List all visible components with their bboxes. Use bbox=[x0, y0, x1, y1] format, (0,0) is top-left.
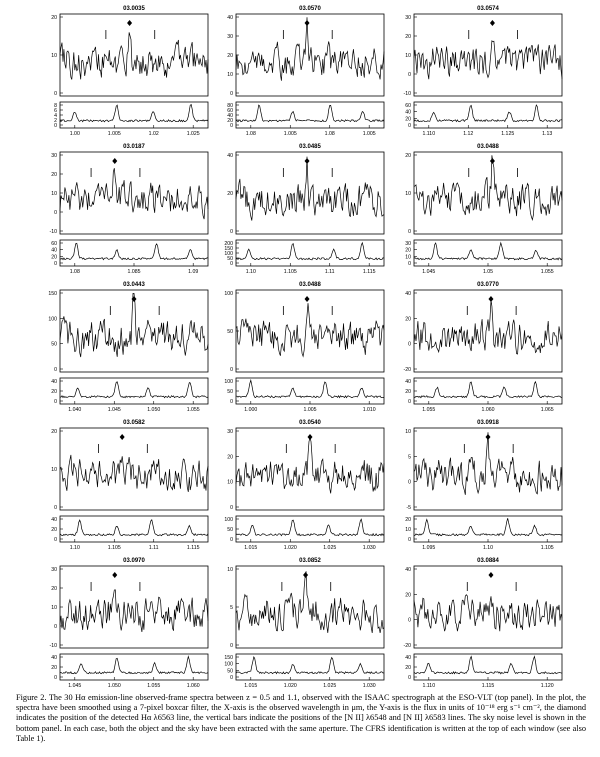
x-tick-label: 1.005 bbox=[303, 407, 317, 413]
spectrum-panel bbox=[405, 420, 562, 551]
halpha-diamond-marker bbox=[127, 20, 132, 26]
lower-frame bbox=[60, 378, 208, 404]
lower-tick-label: 100 bbox=[224, 379, 233, 385]
upper-tick-label: 10 bbox=[405, 191, 411, 197]
upper-tick-label: 5 bbox=[230, 605, 233, 611]
x-tick-label: 1.045 bbox=[422, 269, 436, 275]
x-tick-label: 1.025 bbox=[323, 683, 337, 689]
lower-tick-label: 100 bbox=[224, 517, 233, 523]
upper-tick-label: 0 bbox=[54, 91, 57, 97]
sky-noise-trace bbox=[60, 657, 208, 674]
upper-tick-label: 100 bbox=[48, 316, 57, 323]
upper-tick-label: 20 bbox=[51, 586, 57, 592]
x-tick-label: 1.050 bbox=[107, 683, 121, 689]
upper-frame bbox=[60, 152, 208, 234]
x-tick-label: 1.08 bbox=[245, 131, 256, 137]
lower-tick-label: 80 bbox=[227, 103, 233, 109]
x-tick-label: 1.060 bbox=[481, 407, 495, 413]
x-tick-label: 1.02 bbox=[148, 131, 159, 137]
upper-tick-label: 30 bbox=[227, 34, 233, 40]
x-tick-label: 1.055 bbox=[540, 269, 554, 275]
upper-tick-label: 10 bbox=[227, 479, 233, 486]
x-tick-label: 1.055 bbox=[147, 683, 161, 689]
upper-tick-label: 0 bbox=[230, 229, 233, 235]
upper-tick-label: 10 bbox=[51, 191, 57, 197]
lower-tick-label: 20 bbox=[51, 254, 57, 261]
x-tick-label: 1.08 bbox=[324, 131, 335, 137]
lower-tick-label: 150 bbox=[224, 246, 233, 252]
x-tick-label: 1.025 bbox=[323, 545, 337, 551]
lower-tick-label: 50 bbox=[227, 256, 233, 262]
spectrum-trace bbox=[236, 17, 384, 80]
upper-tick-label: -5 bbox=[406, 505, 411, 511]
upper-tick-label: -10 bbox=[49, 229, 57, 235]
x-tick-label: 1.11 bbox=[148, 545, 159, 551]
lower-tick-label: 40 bbox=[51, 247, 57, 254]
x-tick-label: 1.115 bbox=[186, 545, 200, 551]
spectrum-trace bbox=[414, 432, 562, 495]
spectrum-panel bbox=[405, 144, 562, 275]
upper-tick-label: 0 bbox=[54, 210, 57, 216]
halpha-diamond-marker bbox=[308, 434, 313, 440]
spectrum-trace bbox=[414, 595, 562, 632]
halpha-diamond-marker bbox=[120, 434, 125, 440]
lower-frame bbox=[60, 240, 208, 266]
sky-noise-trace bbox=[236, 105, 384, 122]
upper-frame bbox=[236, 566, 384, 648]
lower-tick-label: 60 bbox=[227, 108, 233, 114]
lower-tick-label: 200 bbox=[224, 241, 233, 247]
upper-tick-label: 20 bbox=[227, 53, 233, 59]
spectrum-trace bbox=[60, 455, 208, 492]
caption-label: Figure 2. bbox=[16, 693, 47, 702]
sky-noise-trace bbox=[414, 657, 562, 674]
spectrum-panel bbox=[224, 282, 384, 413]
sky-noise-trace bbox=[236, 519, 384, 536]
upper-tick-label: 0 bbox=[408, 72, 411, 78]
x-tick-label: 1.030 bbox=[362, 683, 376, 689]
lower-tick-label: 4 bbox=[54, 113, 57, 119]
lower-tick-label: 0 bbox=[230, 675, 233, 681]
upper-tick-label: 10 bbox=[51, 53, 57, 59]
lower-tick-label: 60 bbox=[51, 241, 57, 247]
sky-noise-trace bbox=[60, 243, 208, 259]
x-tick-label: 1.125 bbox=[501, 131, 515, 137]
upper-frame bbox=[236, 152, 384, 234]
upper-frame bbox=[414, 290, 562, 372]
lower-tick-label: 20 bbox=[51, 527, 57, 533]
halpha-diamond-marker bbox=[305, 20, 310, 26]
upper-tick-label: 0 bbox=[230, 505, 233, 511]
upper-tick-label: 0 bbox=[408, 229, 411, 235]
spectrum-trace bbox=[60, 32, 208, 79]
upper-tick-label: 0 bbox=[230, 91, 233, 97]
lower-tick-label: 40 bbox=[51, 379, 57, 385]
lower-tick-label: 0 bbox=[54, 123, 57, 129]
x-tick-label: 1.110 bbox=[422, 131, 436, 137]
sky-noise-trace bbox=[60, 520, 208, 536]
lower-tick-label: 40 bbox=[51, 655, 57, 661]
spectrum-trace bbox=[236, 157, 384, 221]
x-tick-label: 1.110 bbox=[422, 683, 436, 689]
lower-tick-label: 10 bbox=[405, 254, 411, 261]
x-tick-label: 1.08 bbox=[69, 269, 80, 275]
lower-tick-label: 0 bbox=[230, 399, 233, 405]
lower-frame bbox=[414, 654, 562, 680]
panel-title: 03.0970 bbox=[123, 558, 145, 564]
spectrum-panel bbox=[404, 558, 563, 689]
upper-frame bbox=[60, 566, 208, 648]
x-tick-label: 1.055 bbox=[422, 407, 436, 413]
upper-tick-label: 0 bbox=[54, 367, 57, 373]
upper-tick-label: 0 bbox=[54, 505, 57, 511]
halpha-diamond-marker bbox=[305, 296, 310, 302]
lower-frame bbox=[60, 102, 208, 128]
x-tick-label: 1.115 bbox=[362, 269, 376, 275]
upper-tick-label: 10 bbox=[51, 467, 57, 473]
spectrum-panel bbox=[224, 420, 384, 551]
upper-tick-label: 0 bbox=[230, 643, 233, 649]
upper-tick-label: 100 bbox=[224, 291, 233, 297]
x-tick-label: 1.12 bbox=[463, 131, 474, 137]
lower-frame bbox=[414, 102, 562, 128]
upper-tick-label: 150 bbox=[48, 291, 57, 297]
lower-tick-label: 0 bbox=[54, 261, 57, 267]
x-tick-label: 1.13 bbox=[542, 131, 553, 137]
x-tick-label: 1.095 bbox=[422, 545, 436, 551]
upper-tick-label: 20 bbox=[51, 172, 57, 178]
upper-tick-label: 20 bbox=[227, 191, 233, 197]
x-tick-label: 1.050 bbox=[147, 407, 161, 413]
halpha-diamond-marker bbox=[132, 296, 137, 302]
upper-tick-label: 30 bbox=[51, 567, 57, 573]
spectrum-trace bbox=[236, 571, 384, 633]
upper-tick-label: 20 bbox=[405, 592, 411, 599]
upper-tick-label: 50 bbox=[51, 341, 57, 348]
lower-frame bbox=[236, 378, 384, 404]
x-tick-label: 1.11 bbox=[324, 269, 335, 275]
lower-tick-label: 0 bbox=[408, 261, 411, 267]
upper-tick-label: 10 bbox=[405, 53, 411, 59]
sky-noise-trace bbox=[414, 243, 562, 260]
lower-tick-label: 100 bbox=[224, 251, 233, 257]
sky-noise-trace bbox=[236, 657, 384, 674]
upper-tick-label: 20 bbox=[405, 153, 411, 159]
spectrum-trace bbox=[236, 437, 384, 493]
sky-noise-trace bbox=[414, 518, 562, 536]
upper-tick-label: 5 bbox=[408, 454, 411, 461]
x-tick-label: 1.010 bbox=[362, 407, 376, 413]
sky-noise-trace bbox=[236, 243, 384, 260]
lower-tick-label: 2 bbox=[54, 118, 57, 124]
lower-tick-label: 20 bbox=[227, 118, 233, 124]
x-tick-label: 1.020 bbox=[283, 683, 297, 689]
panel-title: 03.0570 bbox=[299, 6, 321, 12]
spectrum-trace bbox=[414, 300, 562, 354]
lower-tick-label: 40 bbox=[227, 113, 233, 119]
lower-tick-label: 20 bbox=[405, 665, 411, 671]
lower-tick-label: 50 bbox=[227, 527, 233, 533]
lower-tick-label: 30 bbox=[405, 241, 411, 247]
panel-title: 03.0540 bbox=[299, 420, 321, 426]
x-tick-label: 1.040 bbox=[68, 407, 82, 413]
x-tick-label: 1.005 bbox=[107, 131, 121, 137]
x-tick-label: 1.10 bbox=[245, 269, 256, 275]
panel-title: 03.0884 bbox=[477, 558, 499, 564]
upper-tick-label: -20 bbox=[403, 643, 411, 649]
upper-tick-label: 0 bbox=[408, 617, 411, 624]
spectrum-panel bbox=[224, 558, 384, 689]
upper-tick-label: 10 bbox=[405, 429, 411, 435]
lower-frame bbox=[414, 378, 562, 404]
x-tick-label: 1.045 bbox=[107, 407, 121, 413]
x-tick-label: 1.115 bbox=[481, 683, 495, 689]
spectrum-trace bbox=[60, 590, 208, 632]
panel-title: 03.0035 bbox=[123, 6, 145, 12]
sky-noise-trace bbox=[60, 105, 208, 122]
x-tick-label: 1.120 bbox=[540, 683, 554, 689]
lower-tick-label: 50 bbox=[227, 389, 233, 395]
x-tick-label: 1.015 bbox=[244, 545, 258, 551]
lower-tick-label: 20 bbox=[405, 517, 411, 523]
sky-noise-trace bbox=[414, 382, 562, 398]
x-tick-label: 1.005 bbox=[283, 131, 297, 137]
panel-title: 03.0574 bbox=[477, 6, 499, 12]
lower-tick-label: 6 bbox=[54, 108, 57, 114]
upper-tick-label: 40 bbox=[405, 567, 411, 573]
upper-frame bbox=[60, 290, 208, 372]
x-tick-label: 1.105 bbox=[283, 269, 297, 275]
panel-title: 03.0187 bbox=[123, 144, 145, 150]
spectrum-panel bbox=[404, 282, 563, 413]
upper-tick-label: 0 bbox=[408, 341, 411, 348]
panel-title: 03.0488 bbox=[477, 144, 499, 150]
panel-title: 03.0582 bbox=[123, 420, 145, 426]
upper-tick-label: 50 bbox=[227, 329, 233, 335]
x-tick-label: 1.105 bbox=[540, 545, 554, 551]
panel-title: 03.0852 bbox=[299, 558, 321, 564]
lower-tick-label: 150 bbox=[224, 655, 233, 661]
sky-noise-trace bbox=[414, 105, 562, 122]
spectrum-trace bbox=[60, 293, 208, 357]
lower-tick-label: 0 bbox=[54, 675, 57, 681]
lower-tick-label: 60 bbox=[405, 103, 411, 109]
upper-tick-label: 30 bbox=[227, 429, 233, 435]
spectrum-panel bbox=[50, 144, 209, 275]
halpha-diamond-marker bbox=[490, 20, 495, 26]
spectrum-panel bbox=[51, 420, 208, 551]
x-tick-label: 1.060 bbox=[186, 683, 200, 689]
lower-tick-label: 0 bbox=[408, 675, 411, 681]
halpha-diamond-marker bbox=[488, 572, 493, 578]
panel-title: 03.0918 bbox=[477, 420, 499, 426]
lower-frame bbox=[236, 102, 384, 128]
lower-tick-label: 0 bbox=[54, 399, 57, 405]
upper-tick-label: 40 bbox=[227, 15, 233, 21]
upper-tick-label: 40 bbox=[405, 291, 411, 297]
lower-tick-label: 0 bbox=[408, 399, 411, 405]
x-tick-label: 1.00 bbox=[69, 131, 80, 137]
lower-tick-label: 50 bbox=[227, 668, 233, 675]
upper-tick-label: -10 bbox=[49, 643, 57, 649]
x-tick-label: 1.030 bbox=[362, 545, 376, 551]
panel-title: 03.0443 bbox=[123, 282, 145, 288]
spectrum-panel bbox=[227, 6, 384, 137]
upper-tick-label: 40 bbox=[227, 153, 233, 159]
lower-tick-label: 0 bbox=[230, 537, 233, 543]
upper-tick-label: -20 bbox=[403, 367, 411, 373]
lower-tick-label: 0 bbox=[230, 261, 233, 267]
lower-tick-label: 20 bbox=[405, 247, 411, 254]
upper-tick-label: 10 bbox=[227, 72, 233, 78]
lower-frame bbox=[414, 516, 562, 542]
lower-tick-label: 0 bbox=[54, 537, 57, 543]
halpha-diamond-marker bbox=[486, 434, 491, 440]
upper-tick-label: 10 bbox=[51, 605, 57, 611]
upper-tick-label: 20 bbox=[51, 15, 57, 21]
lower-tick-label: 0 bbox=[408, 123, 411, 129]
x-tick-label: 1.065 bbox=[540, 407, 554, 413]
halpha-diamond-marker bbox=[305, 158, 310, 164]
lower-tick-label: 10 bbox=[405, 527, 411, 533]
lower-frame bbox=[60, 516, 208, 542]
spectrum-panel bbox=[404, 6, 563, 137]
upper-tick-label: 30 bbox=[405, 15, 411, 21]
halpha-diamond-marker bbox=[490, 158, 495, 164]
lower-tick-label: 100 bbox=[224, 661, 233, 668]
upper-tick-label: -10 bbox=[403, 91, 411, 97]
x-tick-label: 1.000 bbox=[244, 407, 258, 413]
halpha-diamond-marker bbox=[112, 572, 117, 578]
upper-tick-label: 0 bbox=[230, 367, 233, 373]
upper-tick-label: 20 bbox=[227, 454, 233, 461]
halpha-diamond-marker bbox=[112, 158, 117, 164]
x-tick-label: 1.10 bbox=[69, 545, 80, 551]
x-tick-label: 1.105 bbox=[107, 545, 121, 551]
x-tick-label: 1.045 bbox=[68, 683, 82, 689]
upper-frame bbox=[236, 428, 384, 510]
panel-title: 03.0770 bbox=[477, 282, 499, 288]
lower-tick-label: 0 bbox=[230, 123, 233, 129]
upper-tick-label: 20 bbox=[405, 316, 411, 323]
spectrum-trace bbox=[60, 168, 208, 219]
x-tick-label: 1.025 bbox=[186, 131, 200, 137]
upper-tick-label: 20 bbox=[405, 34, 411, 40]
spectrum-trace bbox=[236, 303, 384, 356]
sky-noise-trace bbox=[236, 380, 384, 397]
lower-tick-label: 40 bbox=[405, 655, 411, 661]
upper-tick-label: 20 bbox=[51, 429, 57, 435]
spectrum-panel bbox=[50, 558, 209, 689]
x-tick-label: 1.09 bbox=[188, 269, 199, 275]
spectrum-panel bbox=[48, 282, 208, 413]
panel-title: 03.0488 bbox=[299, 282, 321, 288]
x-tick-label: 1.005 bbox=[362, 131, 376, 137]
upper-tick-label: 0 bbox=[408, 479, 411, 486]
panel-title: 03.0485 bbox=[299, 144, 321, 150]
x-tick-label: 1.085 bbox=[127, 269, 141, 275]
lower-tick-label: 20 bbox=[51, 665, 57, 671]
spectrum-trace bbox=[414, 155, 562, 219]
spectrum-panel bbox=[224, 144, 384, 275]
halpha-diamond-marker bbox=[488, 296, 493, 302]
lower-tick-label: 40 bbox=[405, 109, 411, 116]
lower-tick-label: 40 bbox=[405, 379, 411, 385]
halpha-diamond-marker bbox=[303, 572, 308, 578]
caption-text: The 30 Hα emission-line observed-frame spectra between z = 0.5 and 1.1, observed with the ISAAC spectrograph at the ESO-VLT (top panel). In the plot, the spectra have been smoothed using a 7-pixel boxcar filter, the X-axis is the observed wavelength in μm, the Y-axis is the flux in units of 10⁻¹⁸ erg s⁻¹ cm⁻², the diamond indicates the position of the detected Hα λ6563 line, the vertical bars indicate the positions of the [N II] λ6548 and [N II] λ6583 lines. The sky noise level is shown in the bottom panel. In each case, both the object and the sky have been extracted with the same aperture. The CFRS identification is written at the top of each window (see also Table 1). bbox=[16, 693, 586, 743]
upper-tick-label: 30 bbox=[51, 153, 57, 159]
lower-tick-label: 20 bbox=[405, 389, 411, 395]
upper-tick-label: 0 bbox=[54, 624, 57, 630]
spectrum-trace bbox=[414, 41, 562, 79]
x-tick-label: 1.055 bbox=[186, 407, 200, 413]
lower-tick-label: 8 bbox=[54, 103, 57, 109]
x-tick-label: 1.05 bbox=[482, 269, 494, 275]
upper-tick-label: 10 bbox=[227, 567, 233, 573]
spectrum-panel bbox=[51, 6, 208, 137]
sky-noise-trace bbox=[60, 382, 208, 398]
figure-caption bbox=[16, 693, 586, 744]
lower-tick-label: 40 bbox=[51, 517, 57, 523]
lower-tick-label: 20 bbox=[405, 116, 411, 123]
x-tick-label: 1.015 bbox=[244, 683, 258, 689]
lower-tick-label: 0 bbox=[408, 537, 411, 543]
x-tick-label: 1.10 bbox=[482, 545, 494, 551]
lower-tick-label: 20 bbox=[51, 389, 57, 395]
x-tick-label: 1.020 bbox=[283, 545, 297, 551]
